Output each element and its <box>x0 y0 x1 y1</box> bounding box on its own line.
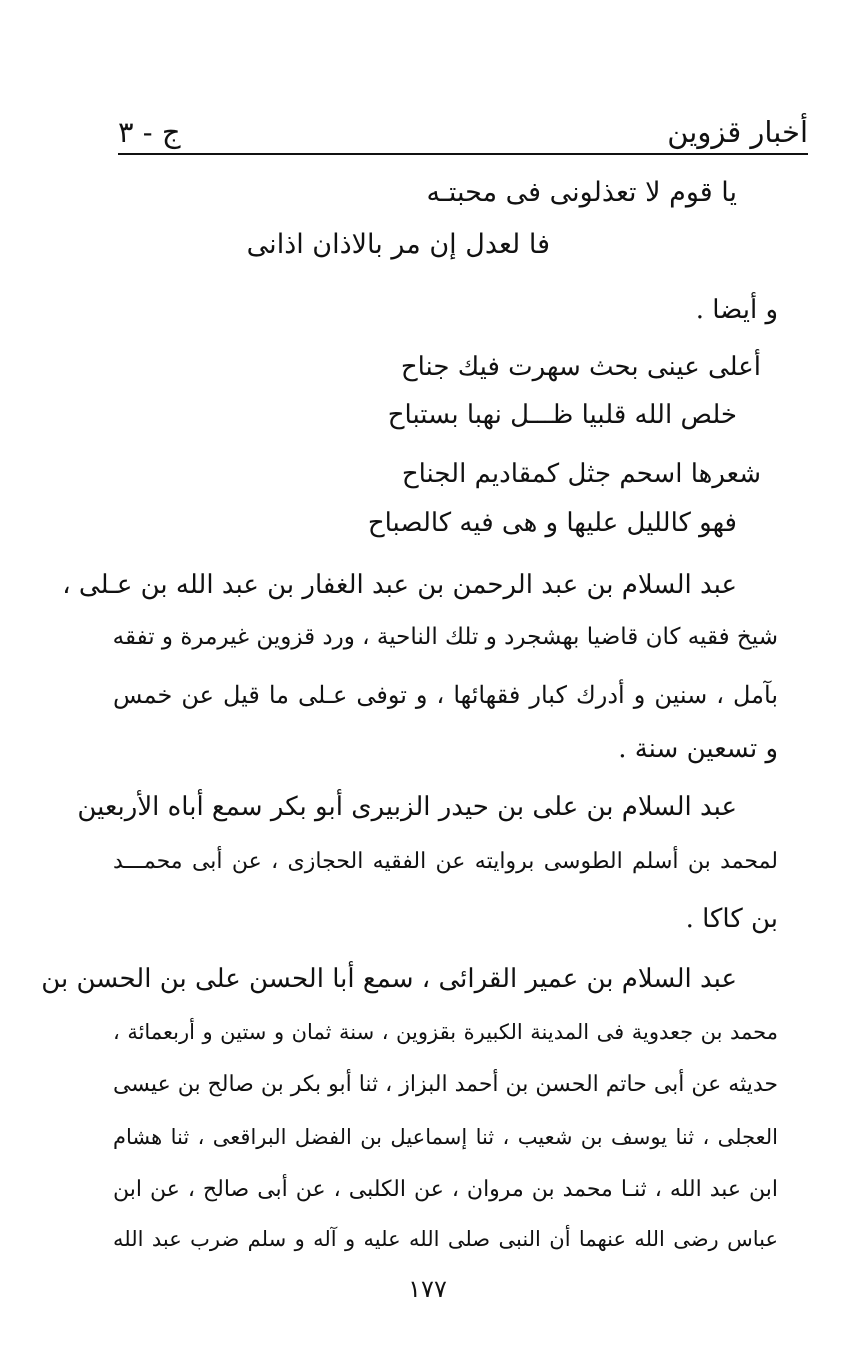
paragraph-line: ابن عبد الله ، ثنـا محمد بن مروان ، عن الكلبى ، عن أبى صالح ، عن ابن <box>113 1177 778 1202</box>
volume-label: ج - ٣ <box>118 115 181 149</box>
paragraph-line: حديثه عن أبى حاتم الحسن بن أحمد البزاز ، ثنا أبو بكر بن صالح بن عيسى <box>112 1072 778 1097</box>
paragraph-line: عباس رضى الله عنهما أن النبى صلى الله عليه و آله و سلم ضرب عبد الله <box>113 1227 778 1251</box>
paragraph-line: بآمل ، سنين و أدرك كبار فقهائها ، و توفى عـلى ما قيل عن خمس <box>113 681 778 709</box>
header-rule <box>118 153 808 155</box>
paragraph-line: عبد السلام بن عبد الرحمن بن عبد الغفار بن عبد الله بن عـلى ، <box>62 570 737 600</box>
paragraph-line: بن كاكا . <box>685 904 778 934</box>
paragraph-line: لمحمد بن أسلم الطوسى بروايته عن الفقيه الحجازى ، عن أبى محمـــد <box>113 849 778 874</box>
verse-line: أعلى عينى بحث سهرت فيك جناح <box>400 352 761 382</box>
paragraph-line: محمد بن جعدوية فى المدينة الكبيرة بقزوين ، سنة ثمان و ستين و أربعمائة ، <box>113 1020 778 1044</box>
verse-line: فهو كالليل عليها و هى فيه كالصباح <box>367 508 737 538</box>
verse-line: يا قوم لا تعذلونى فى محبتـه <box>426 177 737 208</box>
running-header <box>118 110 808 154</box>
paragraph-line: شيخ فقيه كان قاضيا بهشجرد و تلك الناحية ، ورد قزوين غيرمرة و تفقه <box>112 624 778 650</box>
paragraph-line: عبد السلام بن على بن حيدر الزبيرى أبو بكر سمع أباه الأربعين <box>77 792 737 822</box>
verse-intro: و أيضا . <box>695 295 778 325</box>
paragraph-line: عبد السلام بن عمير القرائى ، سمع أبا الحسن على بن الحسن بن <box>41 964 737 994</box>
paragraph-line: و تسعين سنة . <box>618 734 778 764</box>
page-number: ١٧٧ <box>408 1275 447 1303</box>
book-title: أخبار قزوين <box>667 115 808 149</box>
verse-line: شعرها اسحم جثل كمقاديم الجناح <box>401 459 761 489</box>
verse-line: فا لعدل إن مر بالاذان اذانى <box>246 229 550 260</box>
paragraph-line: العجلى ، ثنا يوسف بن شعيب ، ثنا إسماعيل بن الفضل البراقعى ، ثنا هشام <box>113 1125 778 1149</box>
verse-line: خلص الله قلبيا ظـــل نهبا بستباح <box>387 400 737 430</box>
